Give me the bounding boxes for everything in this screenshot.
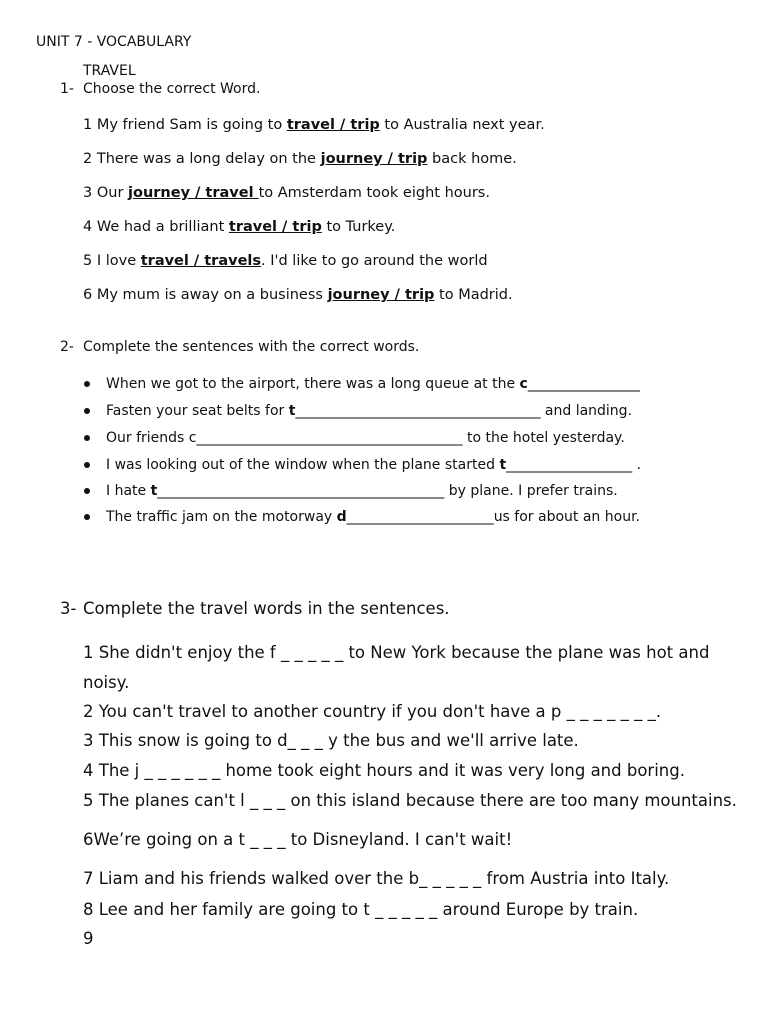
- bullet-icon: [84, 408, 90, 414]
- ex1-sentence-6: 6 My mum is away on a business journey / trip to Madrid.: [83, 287, 513, 303]
- bullet-icon: [84, 381, 90, 387]
- answer-blank[interactable]: _____________________us for about an hour.: [346, 509, 640, 525]
- unit-heading: UNIT 7 - VOCABULARY: [36, 34, 192, 50]
- ex1-sentence-4: 4 We had a brilliant travel / trip to Turkey.: [83, 219, 396, 235]
- bullet-icon: [84, 462, 90, 468]
- choice-option[interactable]: travel / trip: [228, 219, 322, 235]
- exercise-2-title: Complete the sentences with the correct words.: [83, 339, 420, 355]
- bullet-icon: [84, 514, 90, 520]
- ex3-sentence-8: 8 Lee and her family are going to t _ _ _ _ _ around Europe by train.: [83, 900, 639, 919]
- exercise-2-number: 2-: [60, 339, 74, 355]
- choice-option[interactable]: travel / travels: [140, 253, 262, 269]
- answer-blank[interactable]: __________________ .: [506, 457, 642, 473]
- choice-option[interactable]: travel / trip: [286, 117, 380, 133]
- answer-blank[interactable]: ___________________________________ and landing.: [295, 403, 633, 419]
- ex3-sentence-1-continued: noisy.: [83, 673, 130, 692]
- choice-option[interactable]: journey / trip: [327, 287, 435, 303]
- answer-blank[interactable]: ________________: [527, 376, 640, 392]
- ex3-sentence-9: 9: [83, 929, 94, 948]
- bullet-icon: [84, 435, 90, 441]
- ex2-sentence-4: I was looking out of the window when the plane started t__________________ .: [106, 457, 642, 473]
- bullet-icon: [84, 488, 90, 494]
- ex1-sentence-3: 3 Our journey / travel to Amsterdam took eight hours.: [83, 185, 490, 201]
- exercise-1-title: Choose the correct Word.: [83, 81, 261, 97]
- topic-heading: TRAVEL: [83, 63, 136, 79]
- ex3-sentence-2: 2 You can't travel to another country if you don't have a p _ _ _ _ _ _ _.: [83, 702, 662, 721]
- choice-option[interactable]: journey / trip: [320, 151, 428, 167]
- ex2-sentence-2: Fasten your seat belts for t___________________________________ and landing.: [106, 403, 633, 419]
- ex3-sentence-7: 7 Liam and his friends walked over the b_ _ _ _ _ from Austria into Italy.: [83, 869, 670, 888]
- ex3-sentence-4: 4 The j _ _ _ _ _ _ home took eight hours and it was very long and boring.: [83, 761, 685, 780]
- ex3-sentence-3: 3 This snow is going to d_ _ _ y the bus and we'll arrive late.: [83, 731, 579, 750]
- ex1-sentence-2: 2 There was a long delay on the journey / trip back home.: [83, 151, 517, 167]
- ex2-sentence-3: Our friends c______________________________________ to the hotel yesterday.: [106, 430, 625, 446]
- ex1-sentence-5: 5 I love travel / travels. I'd like to go around the world: [83, 253, 488, 269]
- ex2-sentence-5: I hate t_________________________________________ by plane. I prefer trains.: [106, 483, 618, 499]
- exercise-1-number: 1-: [60, 81, 74, 97]
- answer-blank[interactable]: _________________________________________ by plane. I prefer trains.: [157, 483, 618, 499]
- exercise-3-title: Complete the travel words in the sentences.: [83, 599, 450, 618]
- ex3-sentence-5: 5 The planes can't l _ _ _ on this island because there are too many mountains.: [83, 791, 737, 810]
- choice-option[interactable]: journey / travel: [128, 185, 259, 201]
- ex3-sentence-6: 6We’re going on a t _ _ _ to Disneyland. I can't wait!: [83, 830, 513, 849]
- ex3-sentence-1: 1 She didn't enjoy the f _ _ _ _ _ to New York because the plane was hot and: [83, 643, 710, 662]
- ex2-sentence-1: When we got to the airport, there was a long queue at the c________________: [106, 376, 640, 392]
- ex2-sentence-6: The traffic jam on the motorway d_____________________us for about an hour.: [106, 509, 640, 525]
- answer-blank[interactable]: ______________________________________ to the hotel yesterday.: [196, 430, 625, 446]
- exercise-3-number: 3-: [60, 599, 77, 618]
- ex1-sentence-1: 1 My friend Sam is going to travel / trip to Australia next year.: [83, 117, 545, 133]
